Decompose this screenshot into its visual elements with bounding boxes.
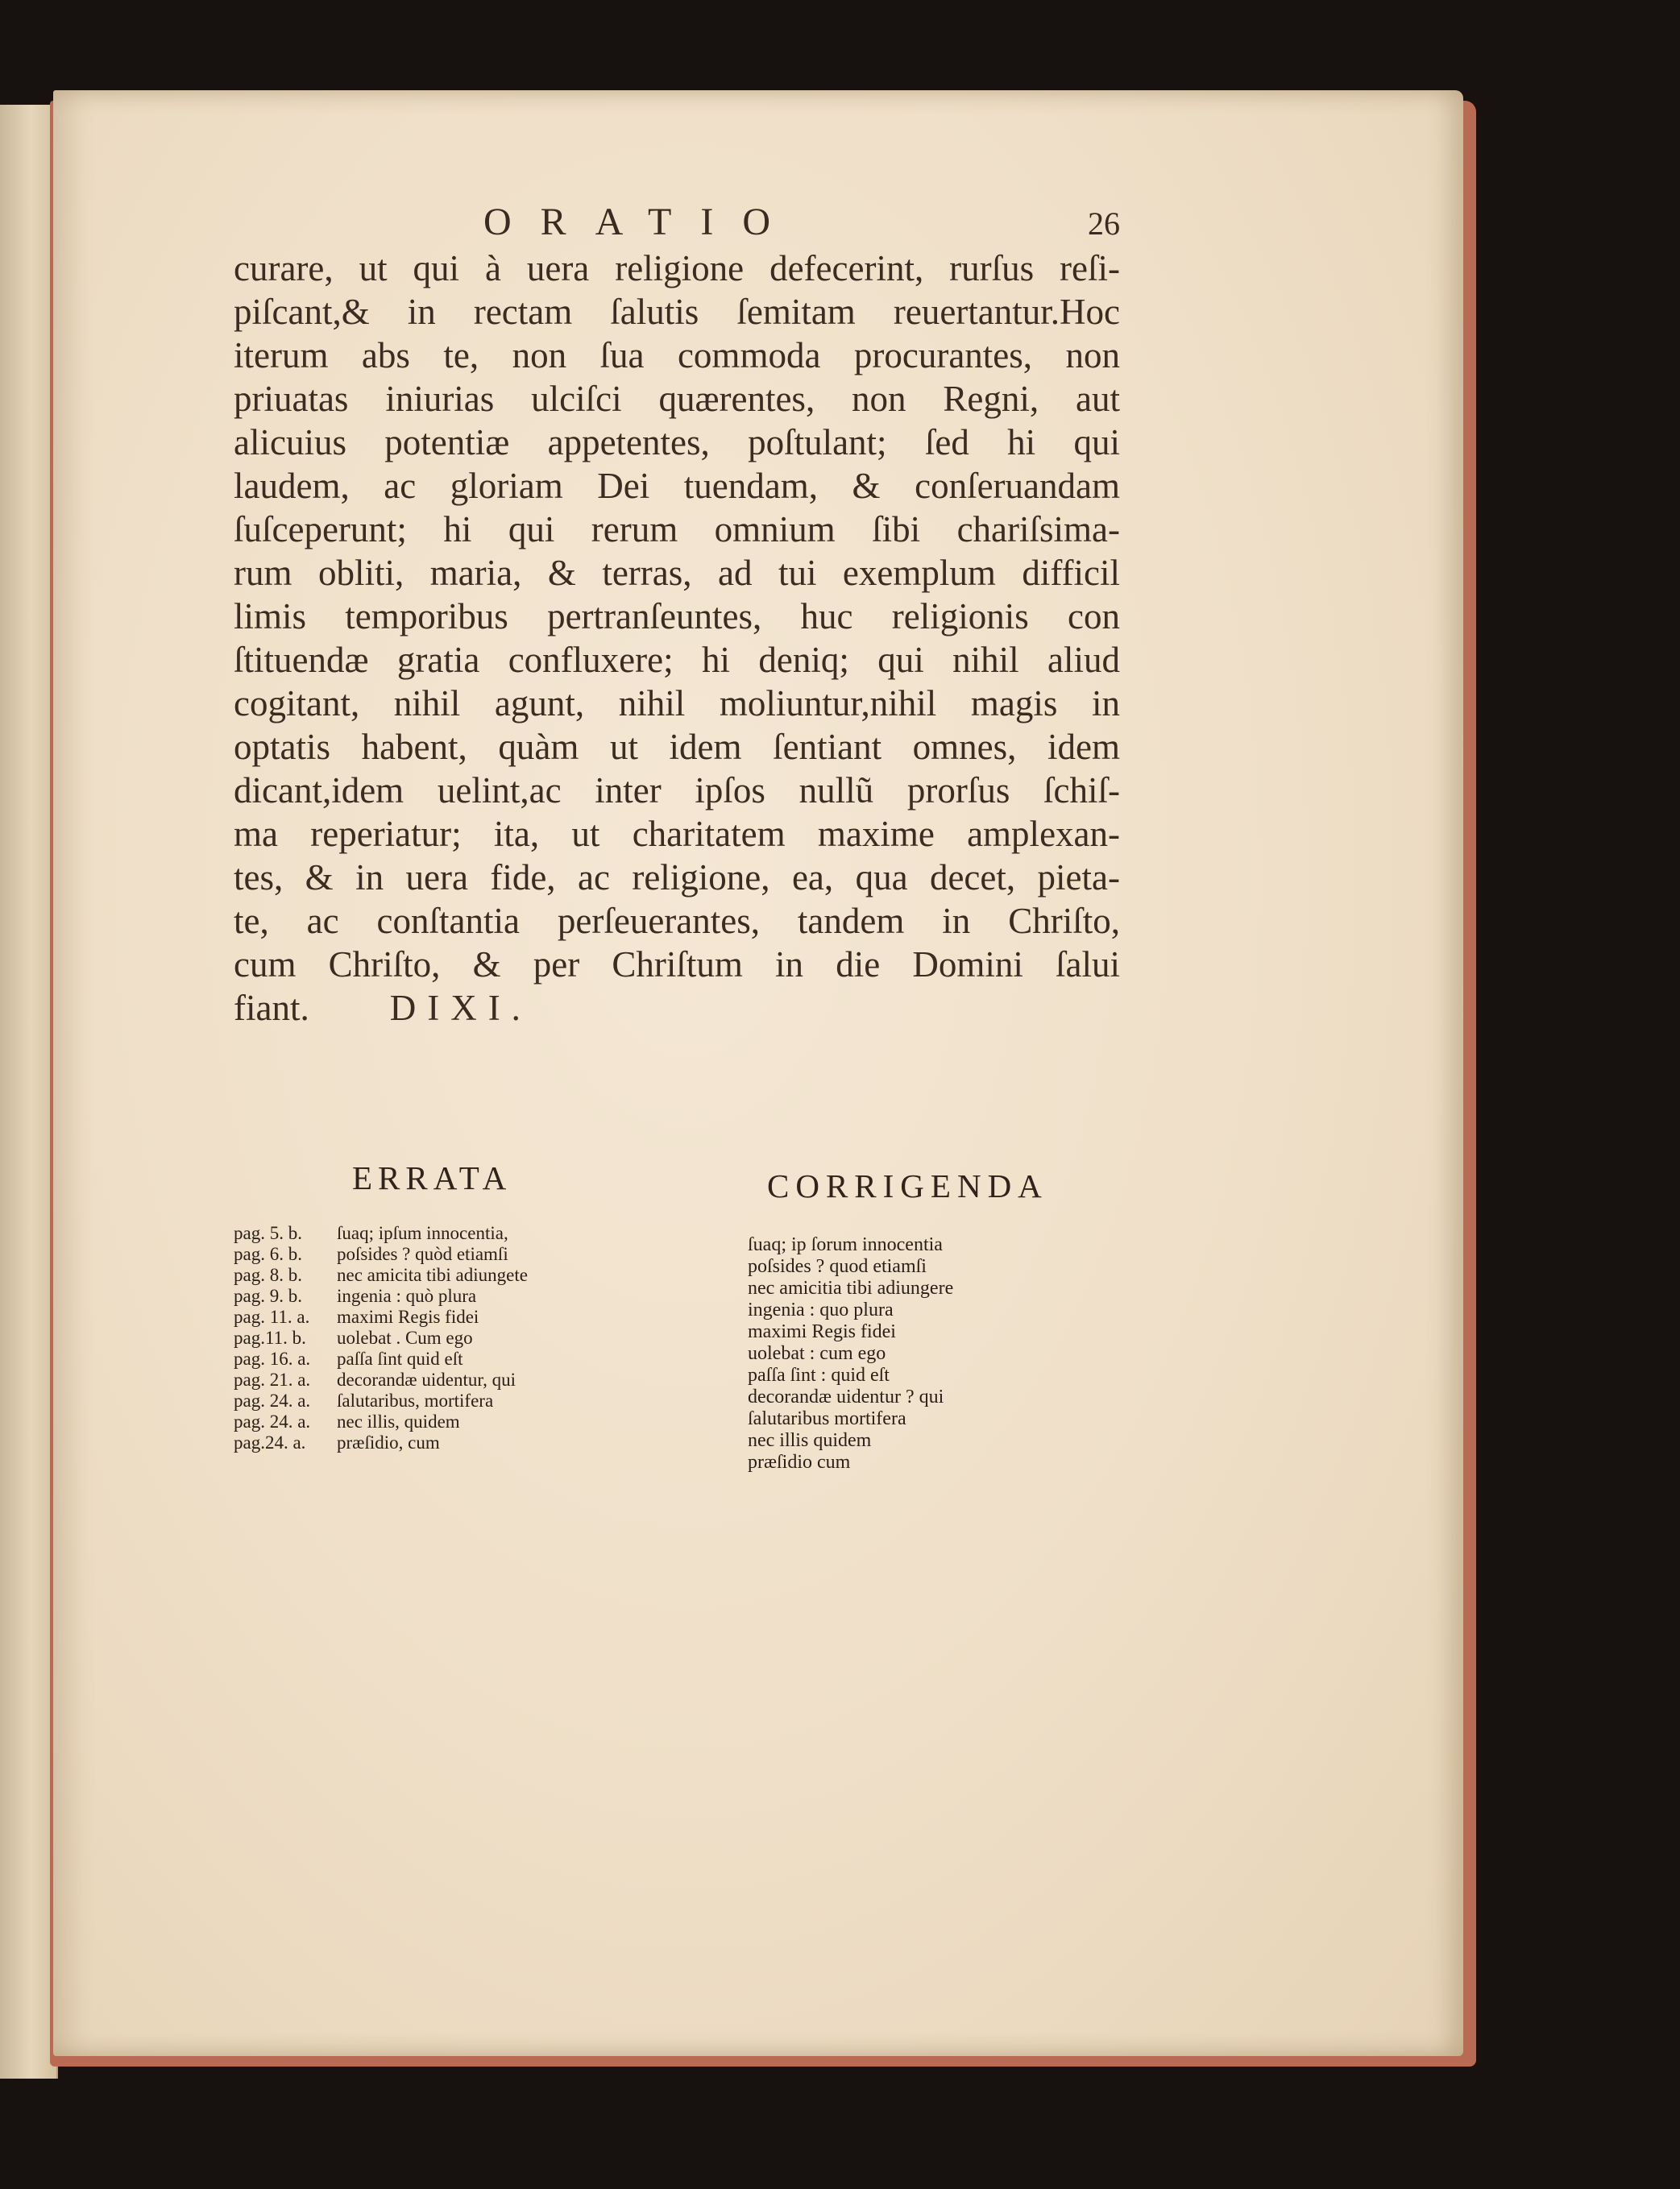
corrigenda-row: decorandæ uidentur ? qui bbox=[748, 1387, 944, 1408]
errata-text: ingenia : quò plura bbox=[337, 1286, 477, 1306]
text-line: cum Chriſto, & per Chriſtum in die Domini ſalui bbox=[234, 944, 1120, 985]
corrigenda-heading: CORRIGENDA bbox=[767, 1167, 1048, 1204]
errata-row bbox=[234, 1328, 637, 1349]
text-line: cogitant, nihil agunt, nihil moliuntur,nihil magis in bbox=[234, 683, 1120, 723]
errata-list bbox=[234, 1223, 637, 1453]
errata-text: decorandæ uidentur, qui bbox=[337, 1370, 516, 1390]
errata-ref: pag.24. a. bbox=[234, 1432, 306, 1453]
errata-row bbox=[234, 1391, 637, 1412]
corrigenda-row: ingenia : quo plura bbox=[748, 1300, 894, 1320]
text-line: ſtituendæ gratia confluxere; hi deniq; qui nihil aliud bbox=[234, 640, 1120, 680]
text-line: ma reperiatur; ita, ut charitatem maxime amplexan- bbox=[234, 814, 1120, 854]
corrigenda-row: ſuaq; ip ſorum innocentia bbox=[748, 1234, 943, 1255]
text-line: piſcant,& in rectam ſalutis ſemitam reuertantur.Hoc bbox=[234, 292, 1120, 332]
errata-row bbox=[234, 1244, 637, 1265]
corrigenda-row: nec illis quidem bbox=[748, 1430, 872, 1451]
text-line: ſuſceperunt; hi qui rerum omnium ſibi chariſsima- bbox=[234, 509, 1120, 549]
text-line: priuatas iniurias ulciſci quærentes, non Regni, aut bbox=[234, 379, 1120, 419]
errata-row bbox=[234, 1286, 637, 1307]
errata-ref: pag.11. b. bbox=[234, 1328, 306, 1348]
errata-row bbox=[234, 1370, 637, 1391]
closing-word: DIXI. bbox=[389, 988, 532, 1028]
text-line: limis temporibus pertranſeuntes, huc religionis con bbox=[234, 596, 1120, 636]
errata-text: nec amicita tibi adiungete bbox=[337, 1265, 528, 1285]
corrigenda-row: ſalutaribus mortifera bbox=[748, 1408, 906, 1429]
corrigenda-row: paſſa ſint : quid eſt bbox=[748, 1365, 890, 1386]
errata-text: uolebat . Cum ego bbox=[337, 1328, 473, 1348]
errata-ref: pag. 11. a. bbox=[234, 1307, 310, 1327]
corrigenda-row: poſsides ? quod etiamſi bbox=[748, 1256, 927, 1277]
text-line: te, ac conſtantia perſeuerantes, tandem in Chriſto, bbox=[234, 901, 1120, 941]
errata-ref: pag. 9. b. bbox=[234, 1286, 302, 1306]
corrigenda-row: uolebat : cum ego bbox=[748, 1343, 886, 1364]
final-line-text: fiant. bbox=[234, 988, 309, 1028]
errata-ref: pag. 24. a. bbox=[234, 1391, 311, 1411]
errata-text: paſſa ſint quid eſt bbox=[337, 1349, 463, 1369]
text-line: iterum abs te, non ſua commoda procurantes, non bbox=[234, 335, 1120, 375]
corrigenda-list bbox=[748, 1234, 1102, 1474]
text-line: curare, ut qui à uera religione defecerint, rurſus reſi- bbox=[234, 248, 1120, 288]
errata-row bbox=[234, 1432, 637, 1453]
final-line bbox=[234, 986, 1120, 1030]
errata-ref: pag. 21. a. bbox=[234, 1370, 311, 1390]
errata-row bbox=[234, 1265, 637, 1286]
errata-text: poſsides ? quòd etiamſi bbox=[337, 1244, 508, 1264]
errata-ref: pag. 5. b. bbox=[234, 1223, 302, 1243]
text-line: dicant,idem uelint,ac inter ipſos nullũ prorſus ſchiſ- bbox=[234, 770, 1120, 811]
errata-heading: ERRATA bbox=[352, 1159, 512, 1196]
errata-text: nec illis, quidem bbox=[337, 1412, 460, 1432]
errata-ref: pag. 24. a. bbox=[234, 1412, 311, 1432]
text-line: tes, & in uera fide, ac religione, ea, qua decet, pieta- bbox=[234, 857, 1120, 898]
corrigenda-row: præſidio cum bbox=[748, 1452, 851, 1473]
errata-row bbox=[234, 1412, 637, 1432]
errata-row bbox=[234, 1307, 637, 1328]
page-number: 26 bbox=[1088, 205, 1120, 242]
errata-ref: pag. 6. b. bbox=[234, 1244, 302, 1264]
errata-text: ſuaq; ipſum innocentia, bbox=[337, 1223, 508, 1243]
errata-row bbox=[234, 1349, 637, 1370]
corrigenda-row: maximi Regis fidei bbox=[748, 1321, 896, 1342]
errata-text: præſidio, cum bbox=[337, 1432, 440, 1453]
errata-text: ſalutaribus, mortifera bbox=[337, 1391, 494, 1411]
oration-text bbox=[234, 247, 1120, 1030]
text-line: alicuius potentiæ appetentes, poſtulant; ſed hi qui bbox=[234, 422, 1120, 462]
text-line: rum obliti, maria, & terras, ad tui exemplum difficil bbox=[234, 553, 1120, 593]
errata-row bbox=[234, 1223, 637, 1244]
errata-ref: pag. 8. b. bbox=[234, 1265, 302, 1285]
errata-ref: pag. 16. a. bbox=[234, 1349, 311, 1369]
errata-text: maximi Regis fidei bbox=[337, 1307, 479, 1327]
running-title: ORATIO bbox=[483, 201, 799, 243]
corrigenda-row: nec amicitia tibi adiungere bbox=[748, 1278, 954, 1299]
text-line: optatis habent, quàm ut idem ſentiant omnes, idem bbox=[234, 727, 1120, 767]
text-line: laudem, ac gloriam Dei tuendam, & conſeruandam bbox=[234, 466, 1120, 506]
